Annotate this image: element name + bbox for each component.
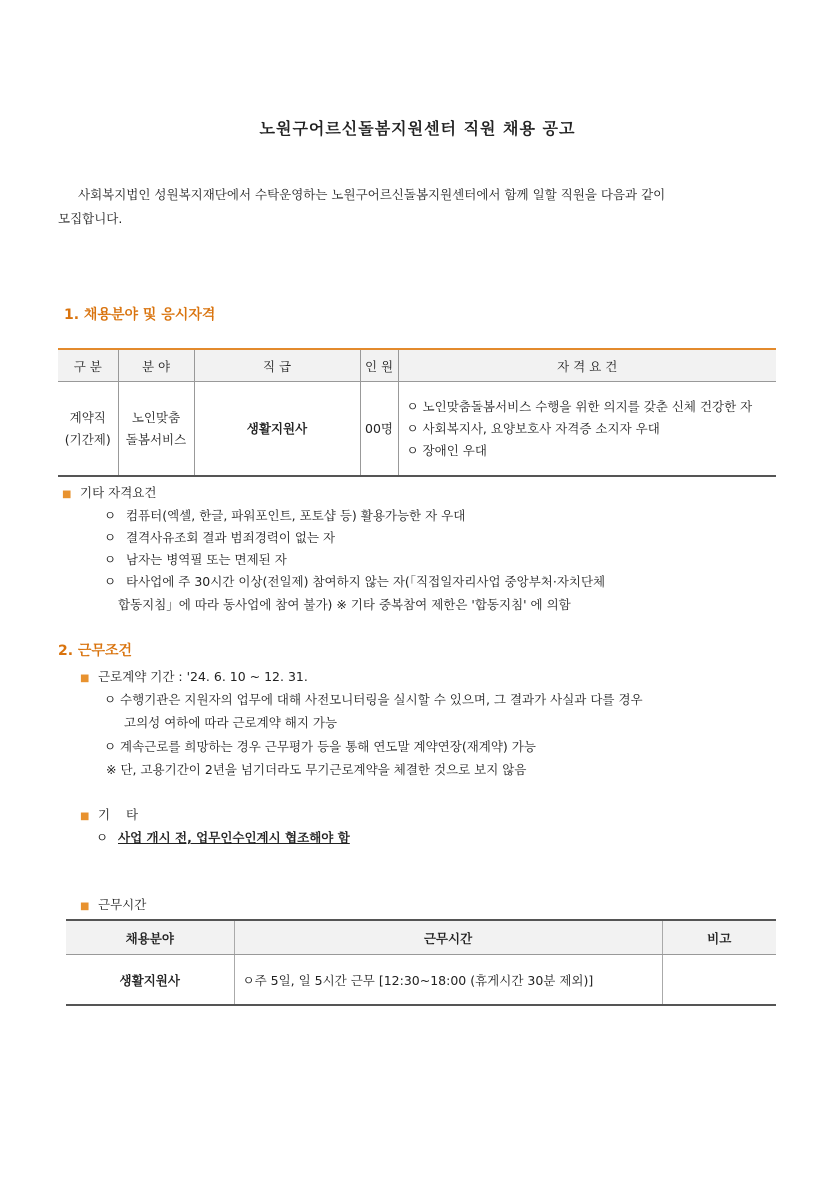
intro-line-2: 모집합니다. [58, 211, 123, 226]
table-header-row [58, 349, 776, 382]
header-field: 채용분야 [66, 920, 234, 955]
type-line-2: (기간제) [64, 431, 111, 447]
list-item [104, 550, 287, 568]
header-field: 분 야 [118, 349, 194, 382]
hours-heading [80, 895, 146, 913]
section1-heading: 1. 채용분야 및 응시자격 [64, 307, 216, 323]
table-row [66, 955, 776, 1006]
cell-note [662, 955, 776, 1006]
square-bullet-icon: ■ [80, 901, 90, 912]
other-item-1: 컴퓨터(엑셀, 한글, 파워포인트, 포토샵 등) 활용가능한 자 우대 [126, 508, 466, 523]
circle-bullet-icon: ㅇ [104, 508, 117, 523]
intro-line-1: 사회복지법인 성원복지재단에서 수탁운영하는 노원구어르신돌봄지원센터에서 함께 일할 직원을 다음과 같이 [78, 187, 666, 202]
requirement-1: ㅇ 노인맞춤돌봄서비스 수행을 위한 의지를 갖춘 신체 건강한 자 [406, 398, 753, 414]
cell-count: 00명 [360, 382, 398, 477]
intro-paragraph [58, 183, 778, 231]
header-position: 직 급 [194, 349, 360, 382]
contract-item-1-line-2: 고의성 여하에 따라 근로계약 해지 가능 [124, 715, 338, 730]
square-bullet-icon: ■ [62, 489, 72, 500]
etc-label: 기 타 [98, 807, 139, 822]
circle-bullet-icon: ㅇ [104, 574, 117, 589]
type-line-1: 계약직 [69, 409, 106, 425]
other-item-4: 타사업에 주 30시간 이상(전일제) 참여하지 않는 자(「직접일자리사업 중앙부처·자치단체 [126, 574, 606, 589]
field-line-2: 돌봄서비스 [125, 431, 187, 447]
recruitment-table [58, 348, 776, 477]
cell-field: 생활지원사 [66, 955, 234, 1006]
list-item [104, 506, 465, 524]
circle-bullet-icon: ㅇ [104, 530, 117, 545]
square-bullet-icon: ■ [80, 811, 90, 822]
requirement-2: ㅇ 사회복지사, 요양보호사 자격증 소지자 우대 [406, 420, 660, 436]
section2-heading: 2. 근무조건 [58, 643, 133, 659]
other-item-4-continuation: 합동지침」에 따라 동사업에 참여 불가) ※ 기타 중복참여 제한은 '합동지침' 에 의함 [118, 597, 571, 612]
work-hours-table [66, 919, 776, 1006]
table-row [58, 382, 776, 477]
header-count: 인 원 [360, 349, 398, 382]
square-bullet-icon: ■ [80, 673, 90, 684]
list-item [104, 528, 335, 546]
header-requirements: 자 격 요 건 [398, 349, 776, 382]
contract-period-text: 근로계약 기간 : '24. 6. 10 ~ 12. 31. [98, 669, 308, 684]
header-hours: 근무시간 [234, 920, 662, 955]
etc-heading [80, 805, 138, 823]
list-item [104, 572, 605, 590]
other-item-3: 남자는 병역필 또는 면제된 자 [126, 552, 287, 567]
cell-hours: ㅇ주 5일, 일 5시간 근무 [12:30~18:00 (휴게시간 30분 제외)] [234, 955, 662, 1006]
cell-requirements [398, 382, 776, 477]
cell-field [118, 382, 194, 477]
cell-type [58, 382, 118, 477]
requirement-3: ㅇ 장애인 우대 [406, 442, 487, 458]
contract-note: ※ 단, 고용기간이 2년을 넘기더라도 무기근로계약을 체결한 것으로 보지 않음 [106, 762, 527, 777]
field-line-1: 노인맞춤 [131, 409, 181, 425]
circle-bullet-icon: ㅇ [104, 552, 117, 567]
hours-label: 근무시간 [98, 897, 147, 912]
table-header-row [66, 920, 776, 955]
page-title: 노원구어르신돌봄지원센터 직원 채용 공고 [259, 119, 576, 138]
other-requirements-heading [62, 483, 156, 501]
cell-position: 생활지원사 [194, 382, 360, 477]
etc-item [96, 828, 350, 846]
other-heading-text: 기타 자격요건 [80, 485, 157, 500]
etc-item-text: 사업 개시 전, 업무인수인계시 협조해야 함 [118, 830, 350, 845]
circle-bullet-icon: ㅇ [96, 830, 109, 845]
contract-period [80, 667, 308, 685]
contract-item-2: ㅇ 계속근로를 희망하는 경우 근무평가 등을 통해 연도말 계약연장(재계약) 가능 [104, 739, 536, 754]
other-item-2: 결격사유조회 결과 범죄경력이 없는 자 [126, 530, 336, 545]
header-category: 구 분 [58, 349, 118, 382]
header-note: 비고 [662, 920, 776, 955]
contract-item-1-line-1: ㅇ 수행기관은 지원자의 업무에 대해 사전모니터링을 실시할 수 있으며, 그 결과가 사실과 다를 경우 [104, 692, 643, 707]
